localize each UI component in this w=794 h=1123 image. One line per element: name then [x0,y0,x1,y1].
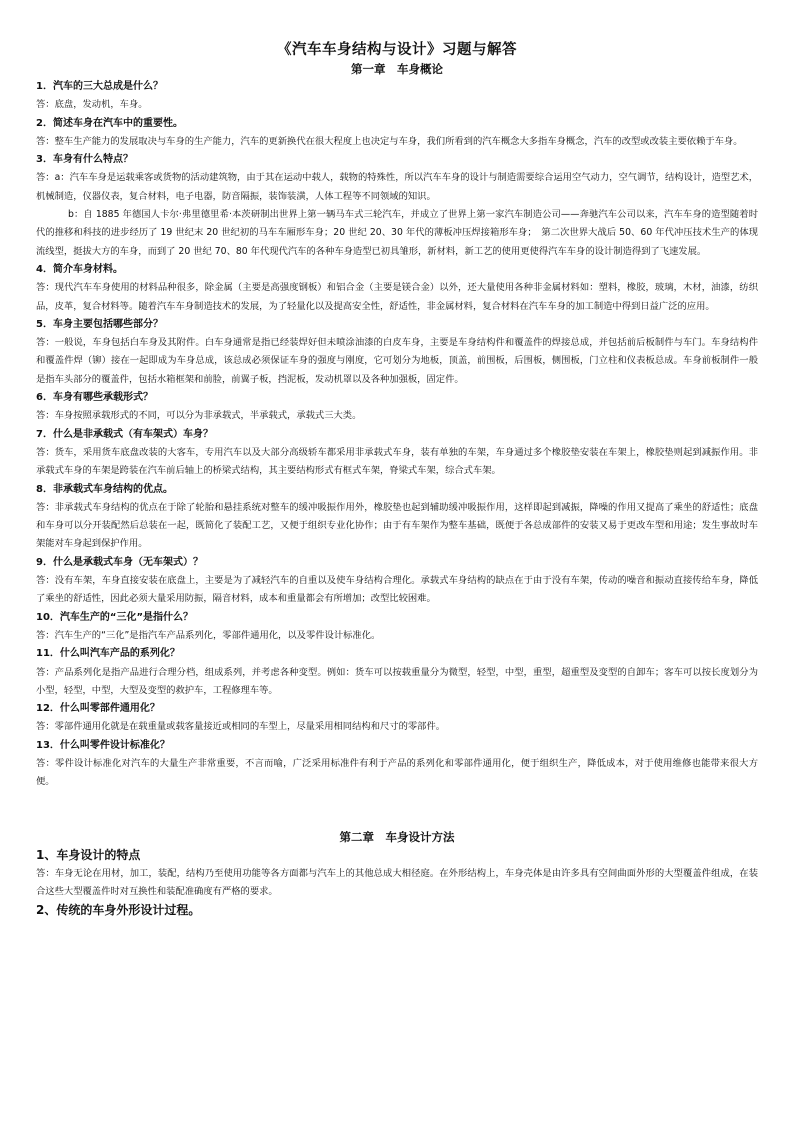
question-3: 3．车身有什么特点？ [36,154,133,166]
answer-3b: b：自 1885 年德国人卡尔·弗里德里希·本茨研制出世界上第一辆马车式三轮汽车，并成立了世界上第一家汽车制造公司——奔驰汽车公司以来，汽车车身的造型随着时代的推移和科技的进步经历了 19 世纪末 20 世纪初的马车车厢形车身；20 世纪 20、30 年代的薄板冲压焊接箱形车身； 第二次世界大战后 50、60 年代冲压技术生产的体现流线型，挺拔大方的车身，而到了 20 世纪 70、80 年代现代汽车的各种车身造型已初具雏形，新材料，新工艺的使用更使得汽车车身的设计制造得到了飞速发展。 [36,209,758,257]
question-10: 10．汽车生产的“三化”是指什么？ [36,611,194,623]
answer-5: 答：一般说，车身包括白车身及其附件。白车身通常是指已经装焊好但未喷涂油漆的白皮车身，主要是车身结构件和覆盖件的焊接总成，并包括前后板制件与车门。车身结构件和覆盖件焊（铆）接在一起即成为车身总成，该总成必须保证车身的强度与刚度，它可划分为地板，顶盖，前围板，后围板，侧围板，门立柱和仪表板总成。车身前板制件一般是指车头部分的覆盖件，包括水箱框架和前脸，前翼子板，挡泥板，发动机罩以及各种加强板，固定件。 [36,337,758,385]
answer-10: 答：汽车生产的“三化”是指汽车产品系列化，零部件通用化，以及零件设计标准化。 [36,629,381,641]
question-4: 4．简介车身材料。 [36,263,123,275]
question-11: 11．什么叫汽车产品的系列化？ [36,648,180,660]
question-6: 6．车身有哪些承载形式？ [36,392,153,404]
chapter-1-heading: 第一章 车身概论 [351,62,443,76]
answer-1: 答：底盘，发动机，车身。 [36,99,148,111]
question-1: 1．汽车的三大总成是什么？ [36,81,163,92]
section-heading-2: 2、传统的车身外形设计过程。 [36,903,201,918]
question-8: 8．非承载式车身结构的优点。 [36,483,173,495]
section-answer-1: 答：车身无论在用材，加工，装配，结构乃至使用功能等各方面都与汽车上的其他总成大相径庭。在外形结构上，车身壳体是由许多具有空间曲面外形的大型覆盖件组成，在装合这些大型覆盖件时对互换性和装配准确度有严格的要求。 [36,867,758,897]
answer-2: 答：整车生产能力的发展取决与车身的生产能力，汽车的更新换代在很大程度上也决定与车身，我们所看到的汽车概念大多指车身概念，汽车的改型或改装主要依赖于车身。 [36,135,743,147]
question-13: 13．什么叫零件设计标准化？ [36,739,170,751]
section-heading-1: 1、车身设计的特点 [36,847,141,862]
document-title: 《汽车车身结构与设计》习题与解答 [277,42,517,58]
answer-12: 答：零部件通用化就是在载重量或载客量接近或相同的车型上，尽量采用相同结构和尺寸的零部件。 [36,721,446,733]
answer-13: 答：零件设计标准化对汽车的大量生产非常重要，不言而喻，广泛采用标准件有利于产品的系列化和零部件通用化，便于组织生产，降低成本，对于使用维修也能带来很大方便。 [36,757,758,788]
chapter-2-heading: 第二章 车身设计方法 [339,829,455,844]
answer-6: 答：车身按照承载形式的不同，可以分为非承载式，半承载式，承载式三大类。 [36,410,362,422]
question-2: 2．简述车身在汽车中的重要性。 [36,117,183,129]
question-7: 7．什么是非承载式（有车架式）车身？ [36,428,213,440]
question-5: 5．车身主要包括哪些部分？ [36,318,163,330]
question-12: 12．什么叫零部件通用化？ [36,703,160,715]
document-page [36,40,758,920]
question-9: 9．什么是承载式车身（无车架式）？ [36,556,203,568]
answer-7: 答：货车，采用货车底盘改装的大客车，专用汽车以及大部分高级轿车都采用非承载式车身，装有单独的车架，车身通过多个橡胶垫安装在车架上，橡胶垫则起到减振作用。非承载式车身的车架是跨装在汽车前后轴上的桥梁式结构，其主要结构形式有框式车架，脊梁式车架，综合式车架。 [36,446,758,477]
answer-4: 答：现代汽车车身使用的材料品种很多，除金属（主要是高强度钢板）和铝合金（主要是镁合金）以外，还大量使用各种非金属材料如：塑料，橡胶，玻璃，木材，油漆，纺织品，皮革，复合材料等。随着汽车车身制造技术的发展，为了轻量化以及提高安全性，舒适性，非金属材料，复合材料在汽车车身的加工制造中得到日益广泛的应用。 [36,282,758,312]
answer-3a: 答：a：汽车车身是运载乘客或货物的活动建筑物，由于其在运动中载人，载物的特殊性，所以汽车车身的设计与制造需要综合运用空气动力，空气调节，结构设计，造型艺术，机械制造，仪器仪表，复合材料，电子电器，防音隔振，装饰装潢，人体工程等不同领域的知识。 [36,172,758,202]
answer-9: 答：没有车架，车身直接安装在底盘上，主要是为了减轻汽车的自重以及使车身结构合理化。承载式车身结构的缺点在于由于没有车架，传动的噪音和振动直接传给车身，降低了乘坐的舒适性，因此必须大量采用防振，隔音材料，成本和重量都会有所增加；改型比较困难。 [36,575,758,605]
answer-8: 答：非承载式车身结构的优点在于除了轮胎和悬挂系统对整车的缓冲吸振作用外，橡胶垫也起到辅助缓冲吸振作用，这样即起到减振，降噪的作用又提高了乘坐的舒适性；底盘和车身可以分开装配然后总装在一起，既简化了装配工艺，又便于组织专业化协作；由于有车架作为整车基础，既便于各总成部件的安装又易于更改车型和用途；发生事故时车架能对车身起到保护作用。 [36,501,758,550]
answer-11: 答：产品系列化是指产品进行合理分档，组成系列，并考虑各种变型。例如：货车可以按载重量分为微型，轻型，中型，重型，超重型及变型的自卸车；客车可以按长度划分为小型，轻型，中型，大型及变型的救护车，工程修理车等。 [36,666,758,696]
